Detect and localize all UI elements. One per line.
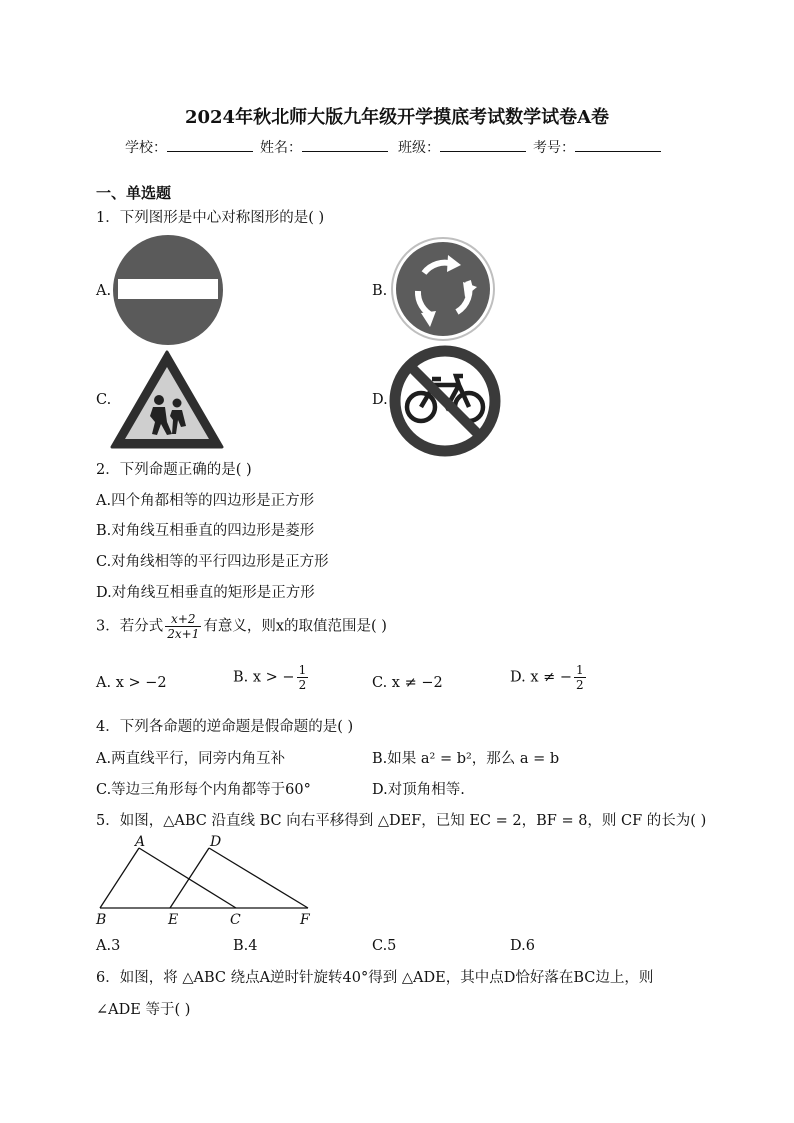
q4-stem: 4．下列各命题的逆命题是假命题的是( ): [96, 719, 354, 735]
q6-stem-line2: ∠ADE 等于( ): [96, 1002, 191, 1018]
q5-option-d: D.6: [510, 938, 535, 954]
name-blank: [302, 139, 388, 152]
q5-option-c: C.5: [372, 938, 397, 954]
q4-option-c: C.等边三角形每个内角都等于60°: [96, 782, 311, 798]
q5-option-b: B.4: [233, 938, 258, 954]
q5-option-a: A.3: [96, 938, 121, 954]
q5-stem: 5．如图，△ABC 沿直线 BC 向右平移得到 △DEF，已知 EC = 2，BF = 8，则 CF 的长为( ): [96, 813, 707, 829]
q3-frac-denominator: 2x+1: [167, 627, 200, 641]
school-blank: [167, 139, 253, 152]
q6-stem-line1: 6．如图，将 △ABC 绕点A逆时针旋转40°得到 △ADE，其中点D恰好落在BC边上，则: [96, 970, 654, 986]
q1-stem: 1．下列图形是中心对称图形的是( ): [96, 210, 325, 226]
q3-option-b-num: 1: [298, 663, 307, 677]
q3-option-d-text: D. x ≠ −: [510, 669, 573, 686]
q3-option-b-text: B. x > −: [233, 669, 295, 686]
section-title: 一、单选题: [96, 184, 172, 202]
q3-option-c: C. x ≠ −2: [372, 675, 443, 691]
q1-option-c-label: C.: [96, 392, 112, 408]
q2-option-b: B.对角线互相垂直的四边形是菱形: [96, 523, 315, 539]
figure-label-a: A: [135, 834, 146, 850]
q3-option-b-den: 2: [298, 678, 307, 692]
no-bicycles-sign-icon: [389, 345, 501, 457]
q1-option-d-label: D.: [372, 392, 388, 408]
q3-stem-pre: 3．若分式: [96, 618, 164, 635]
q4-option-b: B.如果 a² = b²，那么 a = b: [372, 751, 560, 767]
q3-stem: [96, 612, 387, 641]
translation-triangles-figure: [94, 836, 318, 928]
q3-option-b: [233, 663, 310, 692]
q1-option-b-label: B.: [372, 283, 388, 299]
q2-stem: 2．下列命题正确的是( ): [96, 462, 252, 478]
figure-label-b: B: [96, 912, 107, 928]
q4-option-d: D.对顶角相等.: [372, 782, 465, 798]
q3-stem-post: 有意义，则x的取值范围是( ): [203, 618, 387, 635]
q3-option-d-num: 1: [576, 663, 584, 677]
q3-option-b-fraction: [297, 663, 309, 692]
q3-option-d: [510, 663, 588, 692]
q3-frac-numerator: x+2: [165, 612, 201, 627]
q4-option-a: A.两直线平行，同旁内角互补: [96, 751, 286, 767]
name-label: 姓名：: [260, 140, 302, 156]
no-entry-sign-icon: [112, 234, 224, 346]
q3-option-d-fraction: [574, 663, 586, 692]
q2-option-d: D.对角线互相垂直的矩形是正方形: [96, 585, 315, 601]
exam-title: 2024年秋北师大版九年级开学摸底考试数学试卷A卷: [184, 107, 610, 128]
exam-number-blank: [575, 139, 661, 152]
figure-label-d: D: [210, 834, 222, 850]
q3-option-a: A. x > −2: [96, 675, 167, 691]
figure-label-c: C: [230, 912, 241, 928]
q2-option-a: A.四个角都相等的四边形是正方形: [96, 493, 315, 509]
figure-label-e: E: [168, 912, 179, 928]
q3-option-d-den: 2: [576, 678, 584, 692]
school-crossing-sign-icon: [110, 350, 224, 450]
q2-option-c: C.对角线相等的平行四边形是正方形: [96, 554, 329, 570]
school-field: [125, 137, 253, 157]
class-blank: [440, 139, 526, 152]
roundabout-sign-icon: [391, 237, 495, 341]
class-label: 班级：: [398, 140, 440, 156]
q1-option-a-label: A.: [96, 283, 112, 299]
name-field: [260, 137, 388, 157]
q3-fraction: [165, 612, 201, 641]
class-field: [398, 137, 526, 157]
exam-number-field: [533, 137, 661, 157]
figure-label-f: F: [300, 912, 310, 928]
school-label: 学校：: [125, 140, 167, 156]
exam-number-label: 考号：: [533, 140, 575, 156]
